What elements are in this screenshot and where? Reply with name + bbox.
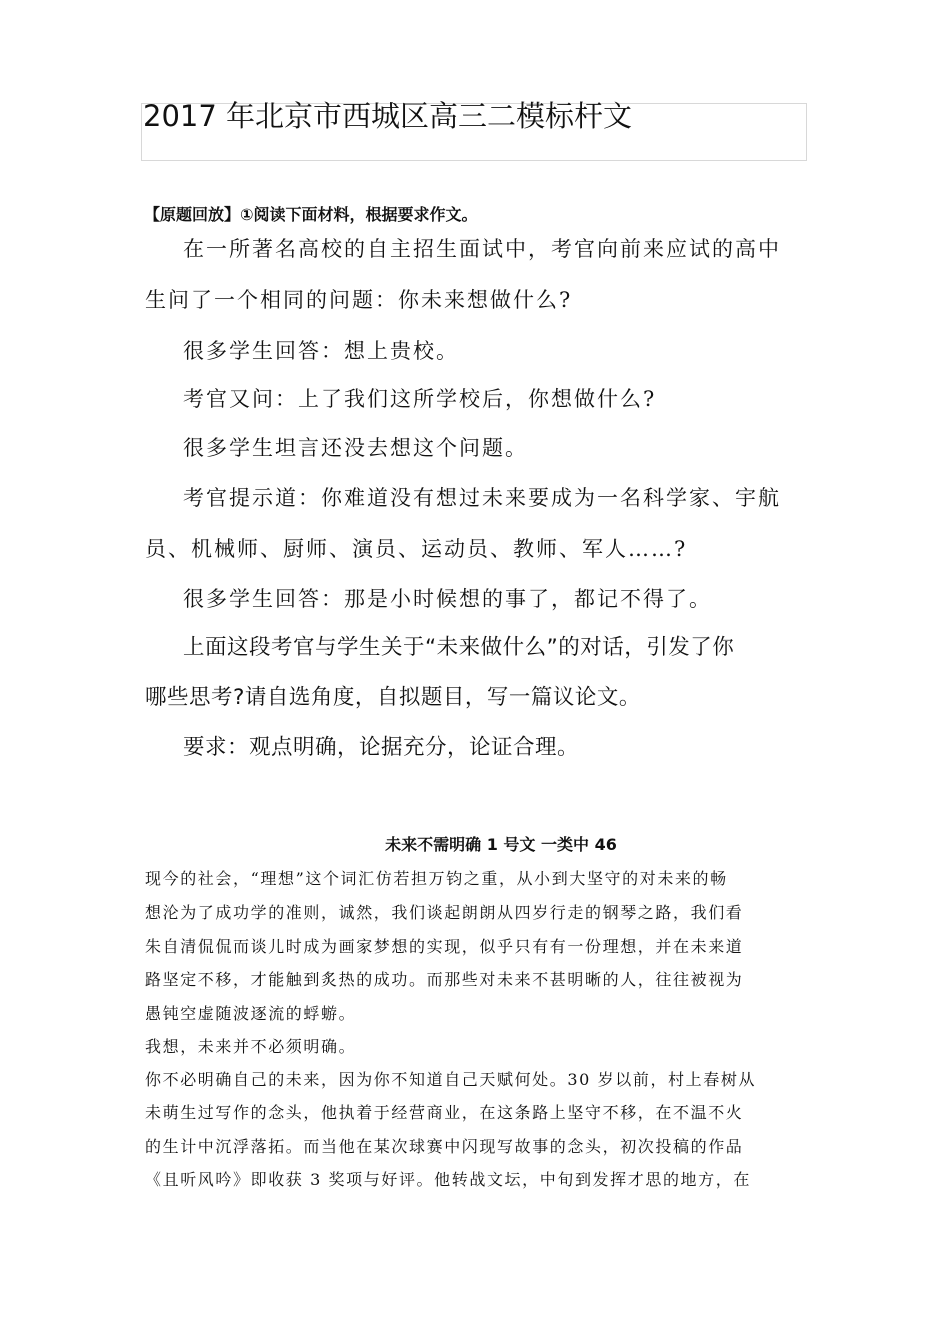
- prompt-label: 【原题回放】①阅读下面材料，根据要求作文。: [144, 205, 478, 224]
- material-line: 生问了一个相同的问题：你未来想做什么?: [145, 288, 573, 312]
- essay-line: 现今的社会，“理想”这个词汇仿若担万钧之重，从小到大坚守的对未来的畅: [145, 869, 728, 888]
- material-line: 哪些思考?请自选角度，自拟题目，写一篇议论文。: [145, 685, 641, 710]
- material-line: 很多学生回答：那是小时候想的事了，都记不得了。: [183, 587, 712, 611]
- document-title: 2017 年北京市西城区高三二模标杆文: [143, 99, 633, 133]
- essay-line: 你不必明确自己的未来，因为你不知道自己天赋何处。30 岁以前，村上春树从: [145, 1070, 757, 1089]
- material-line: 考官提示道：你难道没有想过未来要成为一名科学家、宇航: [183, 486, 781, 510]
- material-line: 要求：观点明确，论据充分，论证合理。: [183, 735, 580, 760]
- essay-line: 朱自清侃侃而谈儿时成为画家梦想的实现，似乎只有有一份理想，并在未来道: [145, 937, 744, 956]
- material-line: 很多学生坦言还没去想这个问题。: [183, 436, 528, 460]
- essay-line: 路坚定不移，才能触到炙热的成功。而那些对未来不甚明晰的人，往往被视为: [145, 970, 744, 989]
- material-line: 在一所著名高校的自主招生面试中，考官向前来应试的高中: [183, 237, 781, 261]
- essay-line: 愚钝空虚随波逐流的蜉蝣。: [145, 1004, 357, 1023]
- essay-line: 《且听风吟》即收获 3 奖项与好评。他转战文坛，中旬到发挥才思的地方，在: [145, 1170, 751, 1189]
- essay-heading: 未来不需明确 1 号文 一类中 46: [385, 835, 617, 854]
- essay-line: 的生计中沉浮落拓。而当他在某次球赛中闪现写故事的念头，初次投稿的作品: [145, 1137, 744, 1156]
- material-line: 员、机械师、厨师、演员、运动员、教师、军人……?: [145, 537, 688, 561]
- material-line: 上面这段考官与学生关于“未来做什么”的对话，引发了你: [183, 635, 735, 660]
- material-line: 很多学生回答：想上贵校。: [183, 339, 459, 363]
- material-line: 考官又问：上了我们这所学校后，你想做什么?: [183, 387, 657, 411]
- essay-line: 未萌生过写作的念头，他执着于经营商业，在这条路上坚守不移，在不温不火: [145, 1103, 744, 1122]
- essay-line: 想沦为了成功学的准则，诚然，我们谈起朗朗从四岁行走的钢琴之路，我们看: [145, 903, 744, 922]
- essay-line: 我想，未来并不必须明确。: [145, 1037, 357, 1056]
